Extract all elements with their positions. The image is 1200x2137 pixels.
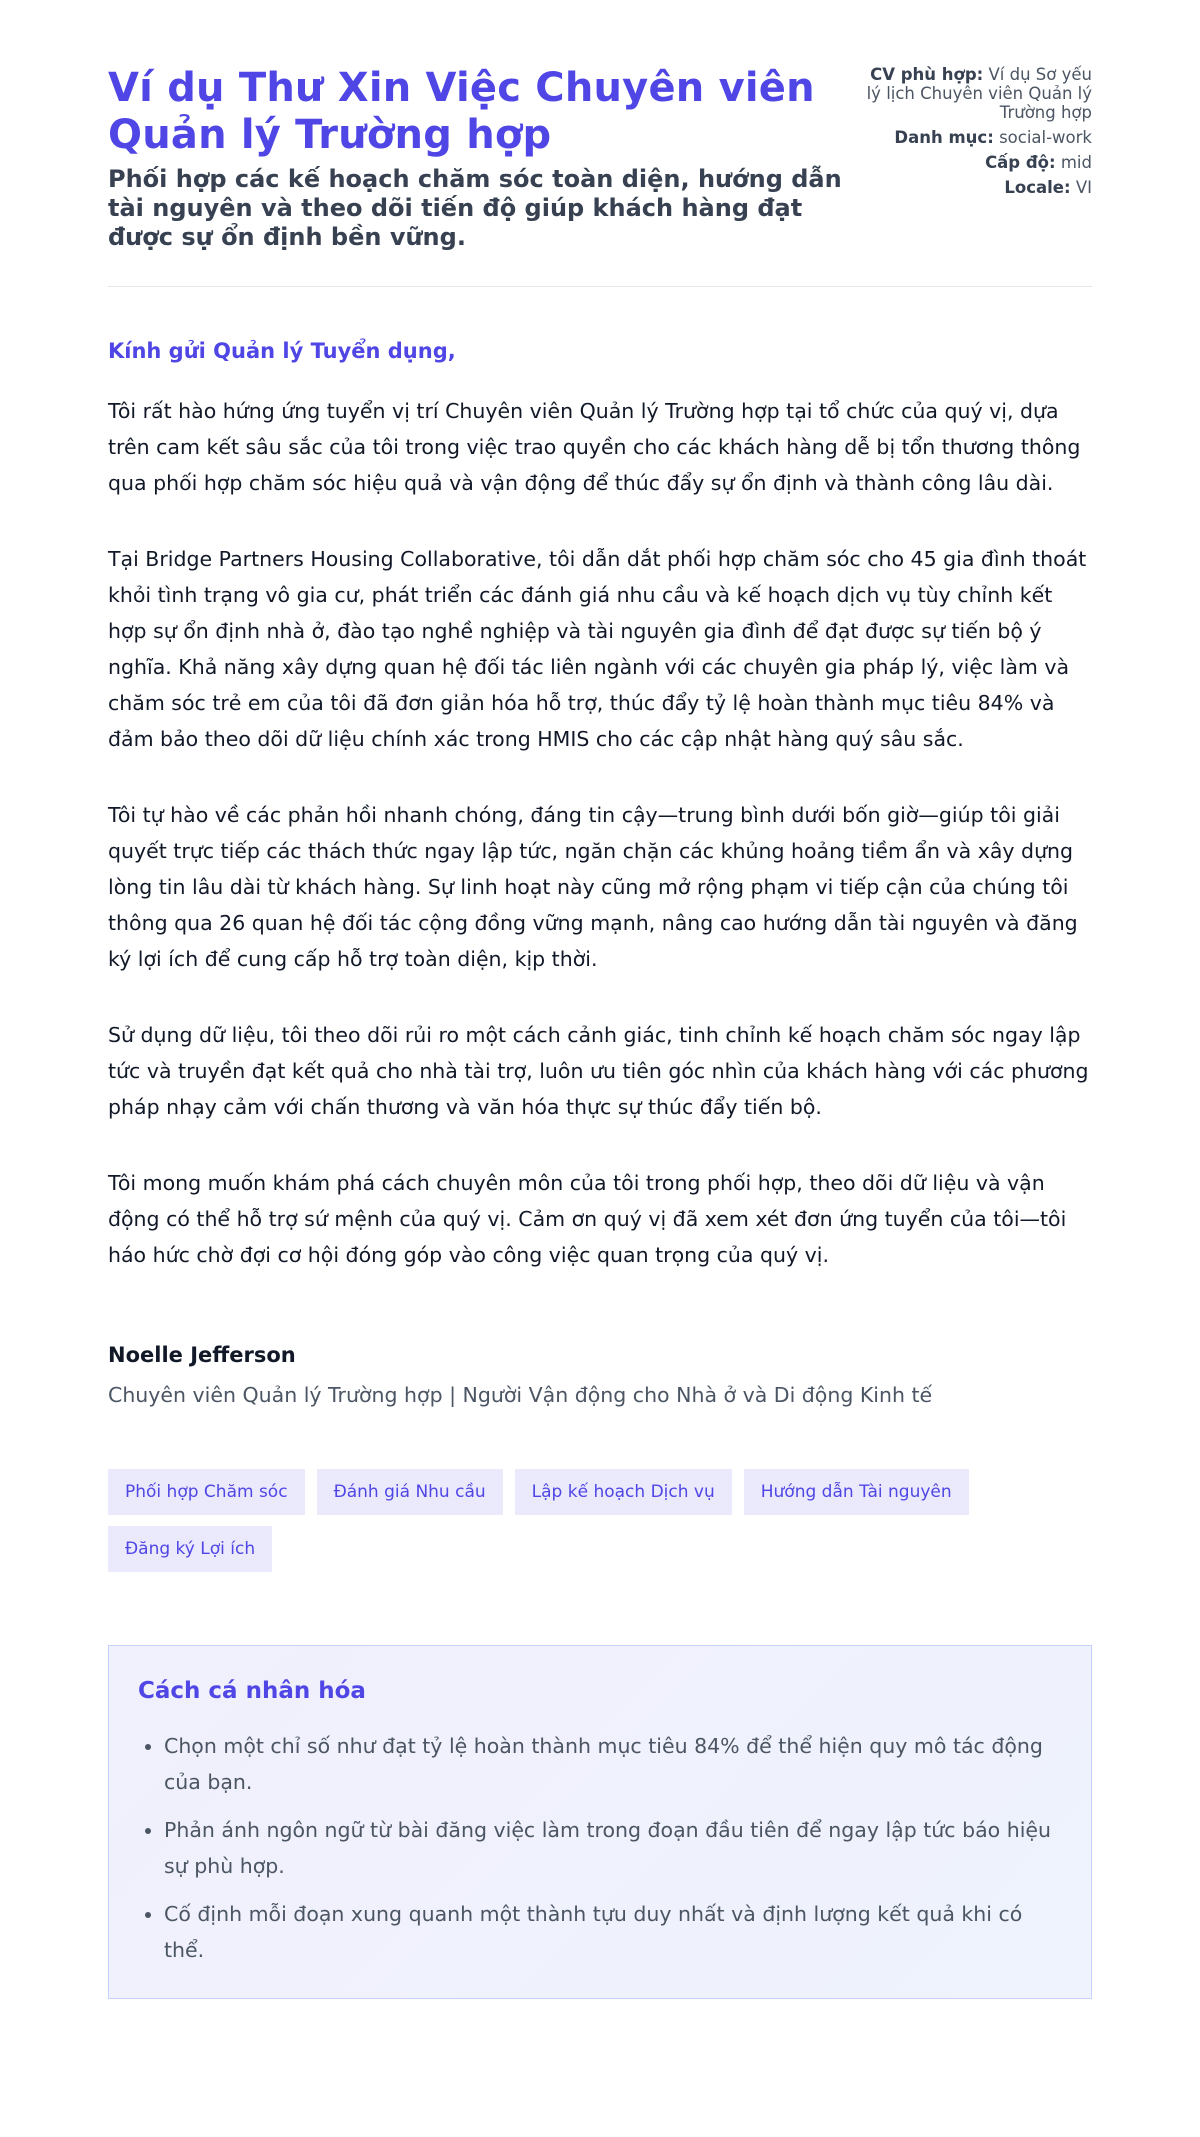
signature-name: Noelle Jefferson xyxy=(108,1343,296,1367)
tip-item: • Cố định mỗi đoạn xung quanh một thành tựu duy nhất và định lượng kết quả khi có thể. xyxy=(164,1896,1062,1968)
meta-level xyxy=(862,153,1092,172)
letter-body xyxy=(108,337,1092,1273)
meta-level-label: Cấp độ: xyxy=(985,153,1056,172)
meta-locale xyxy=(862,178,1092,197)
letter-paragraph: Tôi rất hào hứng ứng tuyển vị trí Chuyên viên Quản lý Trường hợp tại tổ chức của quý vị, dựa trên cam kết sâu sắc của tôi trong việc trao quyền cho các khách hàng dễ bị tổn thương thông qua phối hợp chăm sóc hiệu quả và vận động để thúc đẩy sự ổn định và thành công lâu dài. xyxy=(108,399,1081,495)
skill-tag: Hướng dẫn Tài nguyên xyxy=(744,1469,969,1515)
meta-locale-value: VI xyxy=(1075,178,1092,197)
tip-item: • Phản ánh ngôn ngữ từ bài đăng việc làm trong đoạn đầu tiên để ngay lập tức báo hiệu sự phù hợp. xyxy=(164,1812,1062,1884)
letter-paragraph: Tại Bridge Partners Housing Collaborative, tôi dẫn dắt phối hợp chăm sóc cho 45 gia đình thoát khỏi tình trạng vô gia cư, phát triển các đánh giá nhu cầu và kế hoạch dịch vụ tùy chỉnh kết hợp sự ổn định nhà ở, đào tạo nghề nghiệp và tài nguyên gia đình để đạt được sự tiến bộ ý nghĩa. Khả năng xây dựng quan hệ đối tác liên ngành với các chuyên gia pháp lý, việc làm và chăm sóc trẻ em của tôi đã đơn giản hóa hỗ trợ, thúc đẩy tỷ lệ hoàn thành mục tiêu 84% và đảm bảo theo dõi dữ liệu chính xác trong HMIS cho các cập nhật hàng quý sâu sắc. xyxy=(108,547,1087,751)
meta-cv xyxy=(862,65,1092,122)
page-header xyxy=(108,65,1092,287)
letter-paragraph: Tôi tự hào về các phản hồi nhanh chóng, đáng tin cậy—trung bình dưới bốn giờ—giúp tôi giải quyết trực tiếp các thách thức ngay lập tức, ngăn chặn các khủng hoảng tiềm ẩn và xây dựng lòng tin lâu dài từ khách hàng. Sự linh hoạt này cũng mở rộng phạm vi tiếp cận của chúng tôi thông qua 26 quan hệ đối tác cộng đồng vững mạnh, nâng cao hướng dẫn tài nguyên và đăng ký lợi ích để cung cấp hỗ trợ toàn diện, kịp thời. xyxy=(108,803,1078,971)
letter-paragraph: Sử dụng dữ liệu, tôi theo dõi rủi ro một cách cảnh giác, tinh chỉnh kế hoạch chăm sóc ngay lập tức và truyền đạt kết quả cho nhà tài trợ, luôn ưu tiên góc nhìn của khách hàng với các phương pháp nhạy cảm với chấn thương và văn hóa thực sự thúc đẩy tiến bộ. xyxy=(108,1023,1089,1119)
signature-block xyxy=(108,1341,1092,1409)
meta-category-value: social-work xyxy=(999,128,1092,147)
personalization-tips xyxy=(108,1645,1092,1999)
meta-level-value: mid xyxy=(1060,153,1092,172)
page-title: Ví dụ Thư Xin Việc Chuyên viên Quản lý Trường hợp xyxy=(108,65,815,158)
meta-cv-value: Ví dụ Sơ yếu lý lịch Chuyên viên Quản lý Trường hợp xyxy=(866,65,1092,122)
tips-title: Cách cá nhân hóa xyxy=(138,1678,366,1704)
letter-paragraph: Tôi mong muốn khám phá cách chuyên môn của tôi trong phối hợp, theo dõi dữ liệu và vận động có thể hỗ trợ sứ mệnh của quý vị. Cảm ơn quý vị đã xem xét đơn ứng tuyển của tôi—tôi háo hức chờ đợi cơ hội đóng góp vào công việc quan trọng của quý vị. xyxy=(108,1171,1067,1267)
tips-list xyxy=(138,1728,1062,1968)
tip-item: • Chọn một chỉ số như đạt tỷ lệ hoàn thành mục tiêu 84% để thể hiện quy mô tác động của bạn. xyxy=(164,1728,1062,1800)
skill-tags xyxy=(108,1469,1028,1572)
skill-tag: Lập kế hoạch Dịch vụ xyxy=(515,1469,732,1515)
page-subtitle: Phối hợp các kế hoạch chăm sóc toàn diện, hướng dẫn tài nguyên và theo dõi tiến độ giúp khách hàng đạt được sự ổn định bền vững. xyxy=(108,165,842,251)
skill-tag: Đánh giá Nhu cầu xyxy=(317,1469,503,1515)
header-titles xyxy=(108,65,848,252)
meta-cv-label: CV phù hợp: xyxy=(870,65,984,84)
meta-category xyxy=(862,128,1092,147)
skill-tag: Phối hợp Chăm sóc xyxy=(108,1469,305,1515)
meta-panel xyxy=(862,65,1092,203)
salutation: Kính gửi Quản lý Tuyển dụng, xyxy=(108,339,456,363)
skill-tag: Đăng ký Lợi ích xyxy=(108,1526,272,1572)
meta-locale-label: Locale: xyxy=(1004,178,1071,197)
meta-category-label: Danh mục: xyxy=(894,128,994,147)
signature-title: Chuyên viên Quản lý Trường hợp | Người Vận động cho Nhà ở và Di động Kinh tế xyxy=(108,1383,933,1407)
